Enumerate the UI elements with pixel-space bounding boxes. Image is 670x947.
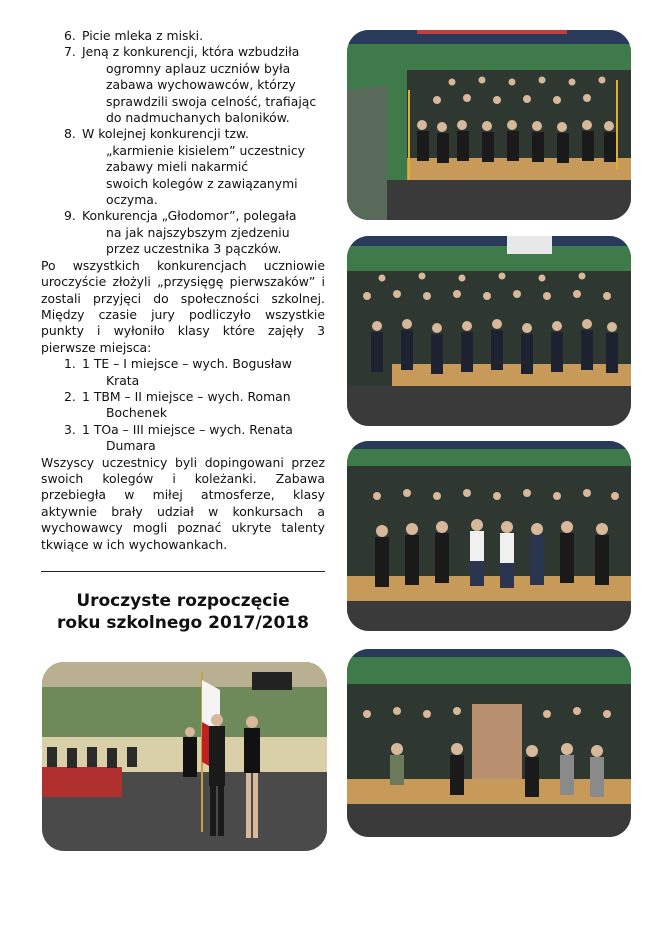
photo-flag-ceremony [42, 662, 327, 851]
competition-item-line: swoich kolegów z zawiązanymi [106, 175, 298, 191]
paragraph-results: Po wszystkich konkurencjach uczniowie uroczyście złożyli „przysięgę pierwszaków” i zostali przyjęci do społeczności szkolnej. Między czasie jury podliczyło wszystkie punkty i wyłoniło klasy które zajęły 3 pierwsze miejsca: [41, 257, 325, 355]
photo-students-bleachers-4 [347, 649, 631, 837]
competition-item-line: zabawy mieli nakarmić [106, 159, 249, 175]
place-item-line: 1 TBM – II miejsce – wych. Roman [82, 388, 291, 404]
photo-students-bleachers-3 [347, 441, 631, 631]
competition-item [41, 126, 325, 208]
place-item-line: Dumara [106, 438, 156, 454]
competition-list [41, 28, 325, 258]
photo-students-bleachers-1 [347, 30, 631, 220]
competition-item-line: na jak najszybszym zjedzeniu [106, 224, 290, 240]
competition-item [41, 44, 325, 126]
article-text [41, 28, 325, 553]
competition-item-line: zabawa wychowawców, którzy [106, 77, 296, 93]
competition-item-line: do nadmuchanych baloników. [106, 110, 290, 126]
section-heading [36, 590, 330, 634]
competition-item-line: oczyma. [106, 192, 158, 208]
photo-students-bleachers-2 [347, 236, 631, 426]
competition-item-number: 7. [64, 44, 76, 60]
paragraph-summary: Wszyscy uczestnicy byli dopingowani przez swoich kolegów i koleżanki. Zabawa przebiegła w miłej atmosferze, klasy aktywnie brały udział w konkursach a wychowawcy mogli poznać ukryte talenty tkwiące w ich wychowankach. [41, 454, 325, 552]
place-item-number: 2. [64, 388, 76, 404]
place-item-number: 3. [64, 421, 76, 437]
competition-item-number: 8. [64, 126, 76, 142]
competition-item-line: Konkurencja „Głodomor”, polegała [82, 208, 297, 224]
place-item-line: Bochenek [106, 405, 168, 421]
heading-line-1: Uroczyste rozpoczęcie [76, 591, 290, 611]
place-item-line: 1 TOa – III miejsce – wych. Renata [82, 421, 293, 437]
competition-item [41, 28, 325, 44]
competition-item-number: 6. [64, 28, 76, 43]
competition-item-line: Picie mleka z miski. [82, 28, 204, 43]
place-item [41, 389, 325, 422]
place-item [41, 356, 325, 389]
place-item-number: 1. [64, 356, 76, 372]
competition-item [41, 208, 325, 257]
section-divider [41, 571, 325, 572]
competition-item-number: 9. [64, 208, 76, 224]
competition-item-line: W kolejnej konkurencji tzw. [82, 126, 249, 142]
place-item-line: 1 TE – I miejsce – wych. Bogusław [82, 356, 292, 372]
heading-line-2: roku szkolnego 2017/2018 [57, 613, 309, 633]
places-list [41, 356, 325, 454]
competition-item-line: ogromny aplauz uczniów była [106, 60, 291, 76]
place-item [41, 422, 325, 455]
competition-item-line: Jeną z konkurencji, która wzbudziła [82, 44, 300, 60]
place-item-line: Krata [106, 372, 140, 388]
competition-item-line: przez uczestnika 3 pączków. [106, 241, 282, 257]
competition-item-line: sprawdzili swoja celność, trafiając [106, 93, 317, 109]
competition-item-line: „karmienie kisielem” uczestnicy [106, 142, 306, 158]
